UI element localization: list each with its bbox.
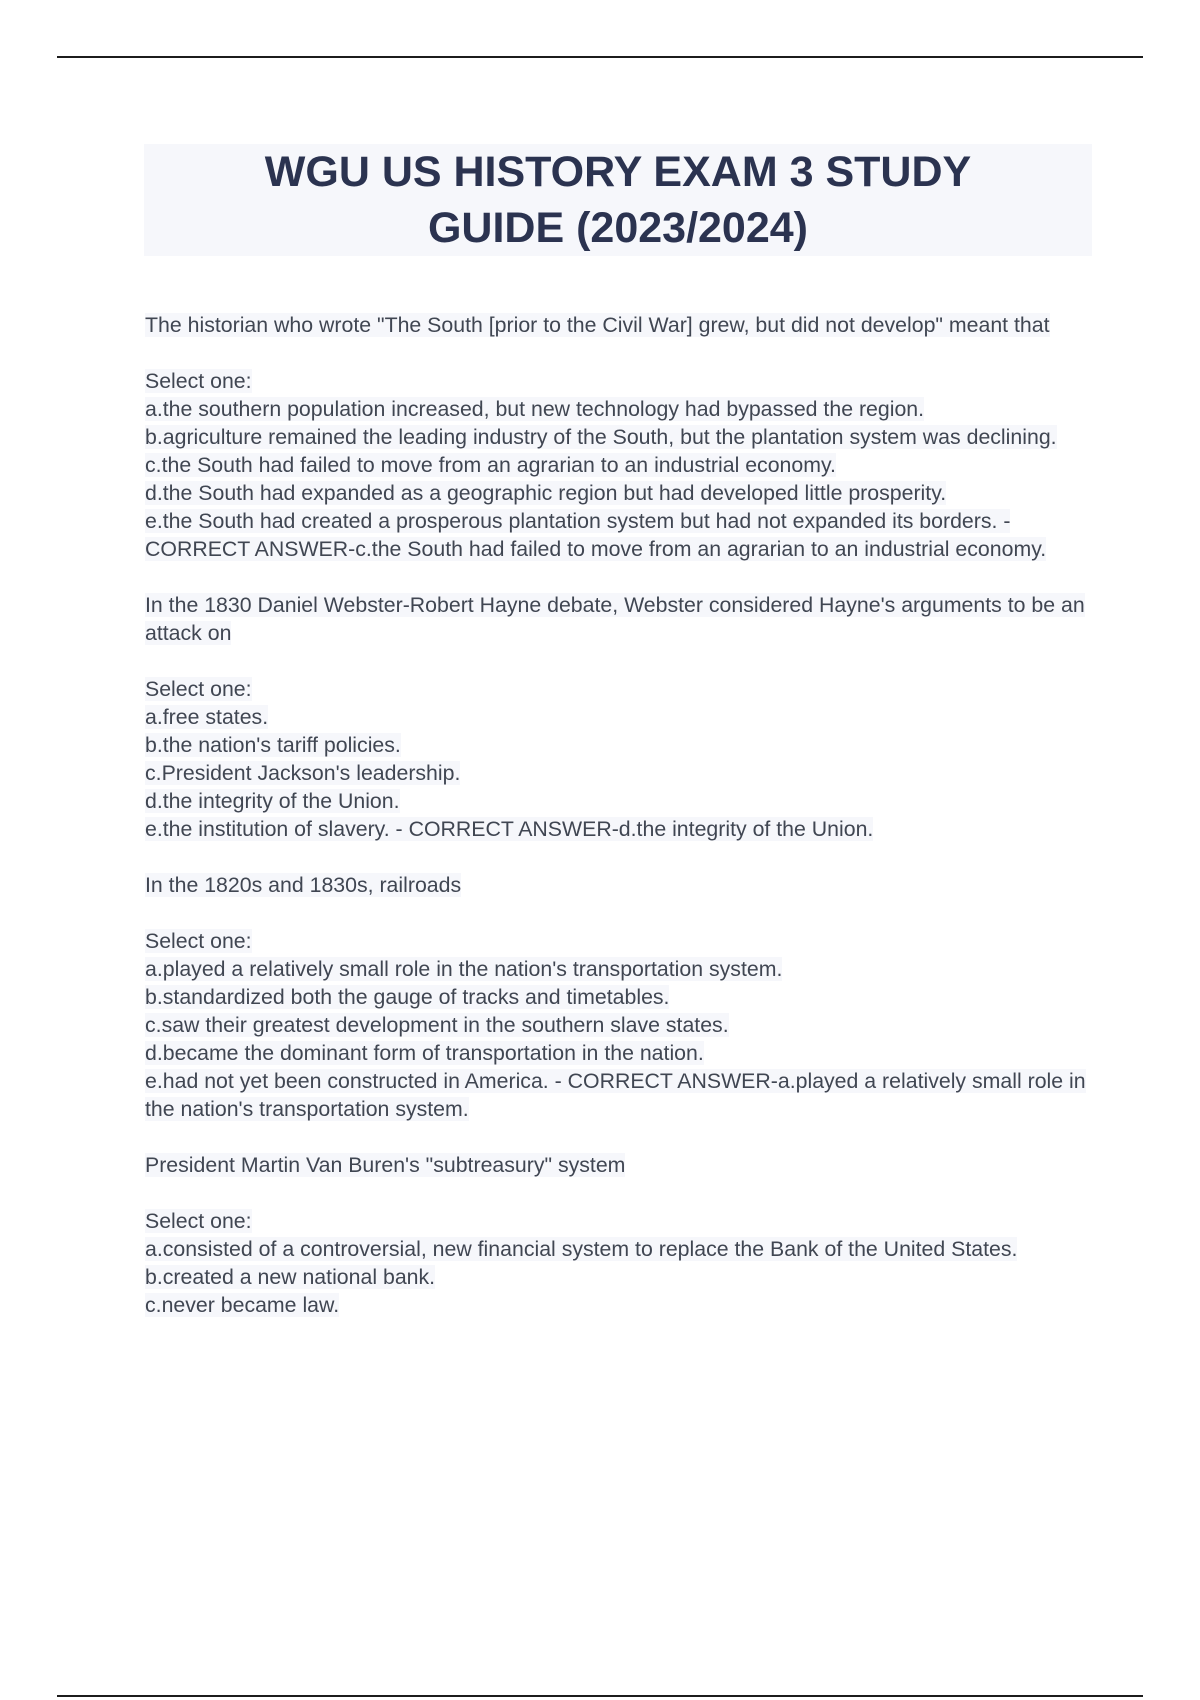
question-2 [145, 591, 1095, 843]
select-one-label: Select one: [145, 677, 252, 701]
select-one-label: Select one: [145, 1209, 252, 1233]
question-prompt: The historian who wrote "The South [prior to the Civil War] grew, but did not develop" meant that [145, 313, 1050, 337]
select-one-label: Select one: [145, 929, 252, 953]
answer-option: a.played a relatively small role in the nation's transportation system. [145, 957, 783, 981]
title-box [144, 144, 1092, 256]
answer-option: b.created a new national bank. [145, 1265, 436, 1289]
answer-option-with-correct-answer: e.had not yet been constructed in America. - CORRECT ANSWER-a.played a relatively small role in the nation's transportation system. [145, 1069, 1086, 1121]
answer-option: d.became the dominant form of transportation in the nation. [145, 1041, 704, 1065]
answer-option: a.consisted of a controversial, new financial system to replace the Bank of the United States. [145, 1237, 1018, 1261]
answer-option: a.the southern population increased, but new technology had bypassed the region. [145, 397, 925, 421]
answer-option: c.President Jackson's leadership. [145, 761, 461, 785]
document-body [145, 311, 1095, 1347]
answer-option: c.saw their greatest development in the southern slave states. [145, 1013, 729, 1037]
question-1 [145, 311, 1095, 563]
answer-option: d.the integrity of the Union. [145, 789, 400, 813]
question-3 [145, 871, 1095, 1123]
question-prompt: In the 1820s and 1830s, railroads [145, 873, 462, 897]
title-line-1: WGU US HISTORY EXAM 3 STUDY [264, 148, 972, 196]
document-title [265, 144, 971, 256]
answer-option: b.standardized both the gauge of tracks and timetables. [145, 985, 670, 1009]
question-prompt: In the 1830 Daniel Webster-Robert Hayne debate, Webster considered Hayne's arguments to be an attack on [145, 593, 1085, 645]
answer-option: c.never became law. [145, 1293, 340, 1317]
question-4 [145, 1151, 1095, 1319]
question-prompt: President Martin Van Buren's "subtreasury" system [145, 1153, 626, 1177]
header-rule [57, 56, 1143, 58]
select-one-label: Select one: [145, 369, 252, 393]
footer-rule [57, 1695, 1143, 1697]
answer-option-with-correct-answer: e.the South had created a prosperous plantation system but had not expanded its borders. - CORRECT ANSWER-c.the South had failed to move from an agrarian to an industrial economy. [145, 509, 1047, 561]
answer-option: a.free states. [145, 705, 269, 729]
answer-option: d.the South had expanded as a geographic region but had developed little prosperity. [145, 481, 947, 505]
answer-option: c.the South had failed to move from an agrarian to an industrial economy. [145, 453, 836, 477]
answer-option: b.agriculture remained the leading industry of the South, but the plantation system was declining. [145, 425, 1057, 449]
answer-option: b.the nation's tariff policies. [145, 733, 401, 757]
title-line-2: GUIDE (2023/2024) [427, 204, 808, 252]
answer-option-with-correct-answer: e.the institution of slavery. - CORRECT ANSWER-d.the integrity of the Union. [145, 817, 874, 841]
